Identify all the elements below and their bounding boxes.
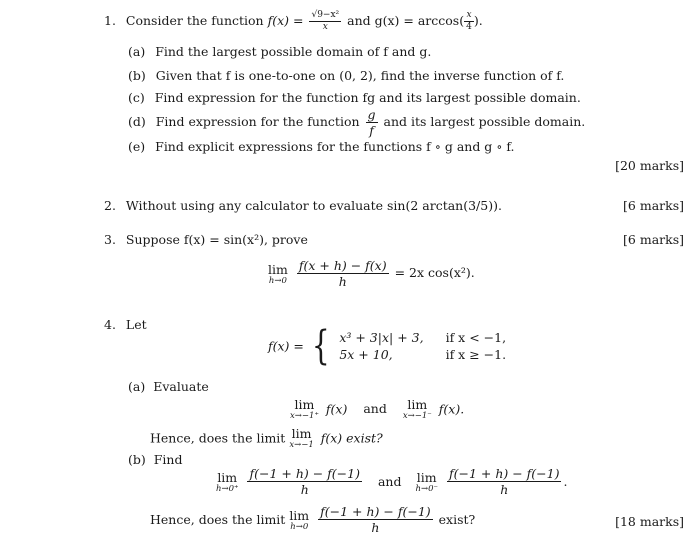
q4-a-limit-right bbox=[290, 397, 319, 421]
q4-a-limit-left bbox=[403, 397, 432, 421]
q1-part-e-label: (e) bbox=[128, 139, 146, 154]
q1-part-c-label: (c) bbox=[128, 90, 145, 105]
q4-part-b bbox=[128, 452, 182, 467]
q1-part-d-numerator: g bbox=[367, 107, 376, 122]
q1-part-d-fraction bbox=[366, 107, 378, 138]
q1-part-d-text-before: Find expression for the function bbox=[155, 114, 360, 129]
q4-piecewise bbox=[268, 323, 507, 369]
q4-part-a-label: (a) bbox=[128, 379, 146, 394]
q4-b-dot: . bbox=[563, 474, 568, 489]
q4-part-b-hence bbox=[150, 504, 475, 535]
q1-g-numerator: x bbox=[466, 10, 472, 20]
q4-part-a-text: Evaluate bbox=[153, 379, 209, 394]
q4-b-numerator-2: f(−1 + h) − f(−1) bbox=[448, 466, 560, 481]
q1-f-name: f(x) = bbox=[267, 12, 304, 28]
q4-intro: Let bbox=[125, 317, 147, 332]
q4-case2-expr: 5x + 10, bbox=[339, 347, 393, 362]
q1-part-a-text: Find the largest possible domain of f and g. bbox=[155, 44, 432, 59]
q4-case2-cond: if x ≥ −1. bbox=[445, 347, 507, 362]
q4-a-hence-end: f(x) exist? bbox=[320, 430, 383, 446]
q3-statement bbox=[104, 232, 308, 247]
q4-b-numerator-1: f(−1 + h) − f(−1) bbox=[249, 466, 360, 481]
q3-limit-sub: h→0 bbox=[268, 275, 287, 286]
q3-fraction bbox=[297, 258, 389, 289]
q1-part-d-text-after: and its largest possible domain. bbox=[383, 114, 586, 129]
q4-a-hence-limit-sub: x→−1 bbox=[289, 440, 314, 450]
q4-b-limit-word-1: lim bbox=[217, 469, 238, 485]
q1-part-c-text: Find expression for the function fg and its largest possible domain. bbox=[154, 90, 581, 105]
q4-b-limit-sub-2: h→0⁻ bbox=[415, 483, 438, 494]
q4-case1-expr: x³ + 3|x| + 3, bbox=[339, 330, 424, 345]
q4-b-hence-limit bbox=[289, 508, 309, 532]
q4-part-a bbox=[128, 379, 209, 394]
q1-part-d bbox=[128, 107, 585, 138]
q4-b-limit-sub-1: h→0⁺ bbox=[216, 483, 239, 494]
q1-g-def: g(x) = arccos( bbox=[374, 12, 465, 28]
q1-part-a-label: (a) bbox=[128, 44, 146, 59]
q4-b-hence-text: Hence, does the limit bbox=[150, 512, 286, 527]
q4-a-fx-2: f(x). bbox=[438, 401, 465, 417]
q1-part-d-denominator: f bbox=[369, 123, 374, 138]
q4-b-denominator-2: h bbox=[500, 482, 509, 497]
q1-intro: Consider the function bbox=[125, 12, 264, 28]
q1-g-fraction bbox=[464, 10, 474, 33]
q4-b-limit-word-2: lim bbox=[416, 469, 437, 485]
q1-and: and bbox=[347, 12, 371, 28]
q4-part-b-limits bbox=[216, 466, 567, 497]
q1-part-c bbox=[128, 90, 581, 105]
q4-number: 4. bbox=[104, 317, 116, 332]
q3-limit-word: lim bbox=[268, 261, 288, 277]
q1-part-e-text: Find explicit expressions for the functions f ∘ g and g ∘ f. bbox=[155, 139, 515, 154]
q4-b-and: and bbox=[377, 474, 402, 489]
q4-b-limit-left bbox=[415, 470, 438, 494]
q4-f-lhs: f(x) = bbox=[268, 338, 304, 354]
q1-part-d-label: (d) bbox=[128, 114, 146, 129]
q3-equation bbox=[268, 258, 475, 289]
q1-f-denominator: x bbox=[322, 21, 328, 32]
q1-statement bbox=[104, 10, 483, 33]
q4-brace: { bbox=[311, 323, 330, 369]
q1-marks: [20 marks] bbox=[615, 158, 684, 173]
q2-marks: [6 marks] bbox=[623, 198, 684, 213]
q4-b-denominator-1: h bbox=[300, 482, 309, 497]
q1-g-close: ). bbox=[473, 12, 483, 28]
q4-b-hence-limit-word: lim bbox=[289, 507, 310, 523]
q1-part-b-label: (b) bbox=[128, 68, 146, 83]
q3-numerator: f(x + h) − f(x) bbox=[298, 258, 387, 273]
q4-b-hence-denominator: h bbox=[371, 520, 380, 535]
q2-number: 2. bbox=[104, 198, 116, 213]
q4-statement bbox=[104, 317, 147, 332]
q3-marks: [6 marks] bbox=[623, 232, 684, 247]
q1-f-numerator: √9−x² bbox=[311, 10, 340, 20]
q4-a-limit-sub-1: x→−1⁺ bbox=[290, 411, 319, 421]
q4-b-hence-limit-sub: h→0 bbox=[290, 521, 309, 532]
q3-number: 3. bbox=[104, 232, 116, 247]
q3-rhs: = 2x cos(x²). bbox=[394, 265, 475, 280]
q4-b-hence-numerator: f(−1 + h) − f(−1) bbox=[320, 504, 431, 519]
q4-a-hence-limit-word: lim bbox=[291, 426, 312, 441]
q4-cases bbox=[339, 330, 506, 362]
q4-b-fraction-2 bbox=[447, 466, 562, 497]
q3-text: Suppose f(x) = sin(x²), prove bbox=[125, 232, 308, 247]
q4-a-and: and bbox=[363, 401, 387, 417]
q4-b-exist: exist? bbox=[438, 512, 476, 527]
q4-b-hence-fraction bbox=[318, 504, 433, 535]
q4-a-limit-sub-2: x→−1⁻ bbox=[402, 411, 432, 421]
q4-a-hence-limit bbox=[289, 426, 313, 450]
q4-case1-cond: if x < −1, bbox=[445, 330, 507, 345]
q4-part-a-limits bbox=[290, 397, 464, 421]
q1-part-a bbox=[128, 44, 431, 59]
q4-a-fx-1: f(x) bbox=[325, 401, 348, 417]
q1-f-fraction bbox=[309, 10, 341, 33]
q1-part-b-text: Given that f is one-to-one on (0, 2), find the inverse function of f. bbox=[155, 68, 565, 83]
q4-part-a-hence bbox=[150, 426, 383, 450]
q4-a-hence-text: Hence, does the limit bbox=[150, 430, 286, 446]
q2-text: Without using any calculator to evaluate sin(2 arctan(3/5)). bbox=[125, 198, 502, 213]
q1-g-denominator: 4 bbox=[466, 21, 472, 32]
q3-limit bbox=[268, 262, 288, 286]
q4-part-b-label: (b) bbox=[128, 452, 146, 467]
q1-part-e bbox=[128, 139, 515, 154]
q4-marks: [18 marks] bbox=[615, 514, 684, 529]
q3-denominator: h bbox=[338, 274, 347, 289]
q2-statement bbox=[104, 198, 502, 213]
q4-b-fraction-1 bbox=[247, 466, 362, 497]
q1-number: 1. bbox=[104, 12, 116, 28]
q4-part-b-text: Find bbox=[153, 452, 183, 467]
q4-b-limit-right bbox=[216, 470, 239, 494]
q4-a-limit-word-2: lim bbox=[407, 397, 428, 412]
q4-a-limit-word-1: lim bbox=[294, 397, 315, 412]
q1-part-b bbox=[128, 68, 564, 83]
